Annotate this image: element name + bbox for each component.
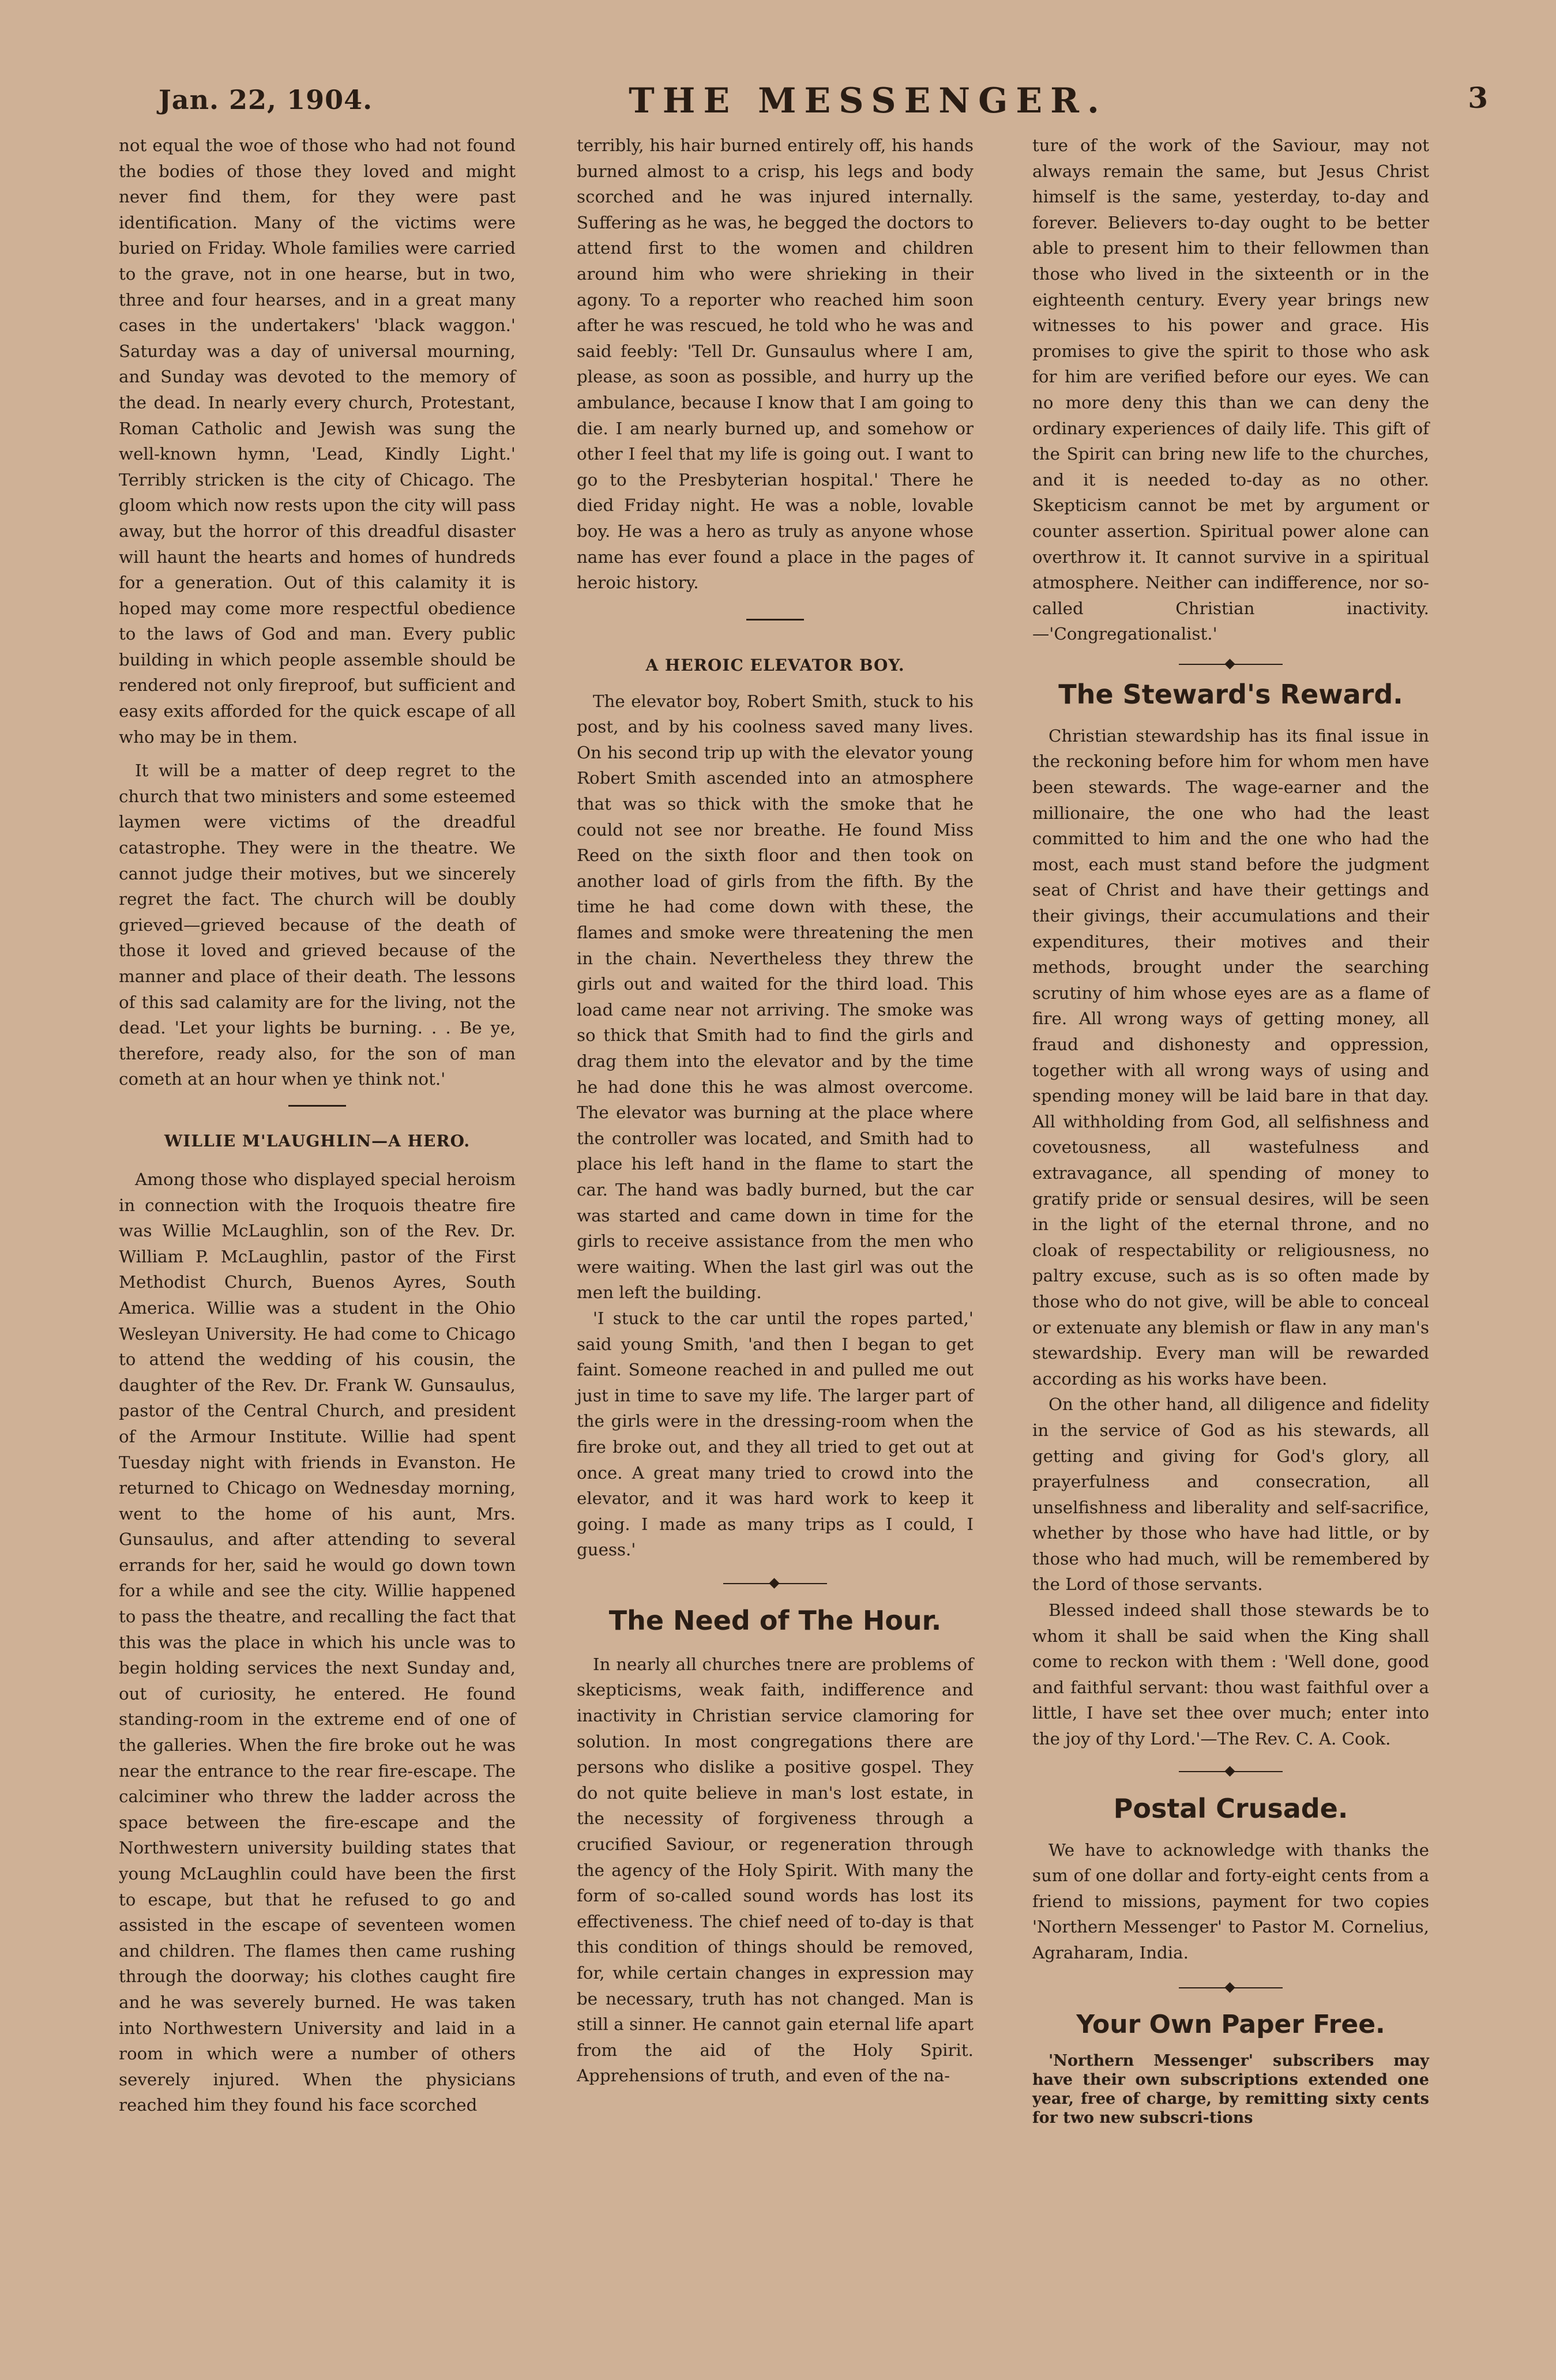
notice-paragraph: 'Northern Messenger' subscribers may have their own subscriptions extended one year, free of charge, by remitting sixty cents for two new subscri-tions	[1032, 2051, 1429, 2127]
masthead	[159, 81, 1488, 121]
ornament-divider	[1179, 659, 1283, 670]
article-paragraph: In nearly all churches tnere are problems of skepticisms, weak faith, indifference and inactivity in Christian service clamoring for solution. In most congregations there are persons who dislike a positive gospel. They do not quite believe in man's lost estate, in the necessity of forgiveness through a crucified Saviour, or regeneration through the agency of the Holy Spirit. With many the form of so-called sound words has lost its effectiveness. The chief need of to-day is that this condition of things should be removed, for, while certain changes in expression may be necessary, truth has not changed. Man is still a sinner. He cannot gain eternal life apart from the aid of the Holy Spirit. Apprehensions of truth, and even of the na-	[577, 1654, 974, 2086]
section-heading: A HEROIC ELEVATOR BOY.	[645, 655, 905, 675]
section-divider	[746, 619, 804, 621]
article-paragraph: ture of the work of the Saviour, may not always remain the same, but Jesus Christ himself is the same, yesterday, to-day and forever. Believers to-day ought to be better able to present him to their fellowmen than those who lived in the sixteenth or in the eighteenth century. Every year brings new witnesses to his power and grace. His promises to give the spirit to those who ask for him are verified before our eyes. We can no more deny this than we can deny the ordinary experiences of daily life. This gift of the Spirit can bring new life to the churches, and it is needed to-day as no other. Skepticism cannot be met by argument or counter assertion. Spiritual power alone can overthrow it. It cannot survive in a spiritual atmosphere. Neither can indifference, nor so-called Christian inactivity.—'Congregationalist.'	[1032, 136, 1429, 644]
article-paragraph: terribly, his hair burned entirely off, his hands burned almost to a crisp, his legs and body scorched and he was injured internally. Suffering as he was, he begged the doctors to attend first to the women and children around him who were shrieking in their agony. To a reporter who reached him soon after he was rescued, he told who he was and said feebly: 'Tell Dr. Gunsaulus where I am, please, as soon as possible, and hurry up the ambulance, because I know that I am going to die. I am nearly burned up, and somehow or other I feel that my life is going out. I want to go to the Presbyterian hospital.' There he died Friday night. He was a noble, lovable boy. He was a hero as truly as anyone whose name has ever found a place in the pages of heroic history.	[577, 136, 974, 593]
article-paragraph: not equal the woe of those who had not found the bodies of those they loved and might never find them, for they were past identification. Many of the victims were buried on Friday. Whole families were carried to the grave, not in one hearse, but in two, three and four hearses, and in a great many cases in the undertakers' 'black waggon.' Saturday was a day of universal mourning, and Sunday was devoted to the memory of the dead. In nearly every church, Protestant, Roman Catholic and Jewish was sung the well-known hymn, 'Lead, Kindly Light.' Terribly stricken is the city of Chicago. The gloom which now rests upon the city will pass away, but the horror of this dreadful disaster will haunt the hearts and homes of hundreds for a generation. Out of this calamity it is hoped may come more respectful obedience to the laws of God and man. Every public building in which people assemble should be rendered not only fireproof, but sufficient and easy exits afforded for the quick escape of all who may be in them.	[119, 136, 516, 747]
issue-date: Jan. 22, 1904.	[159, 84, 373, 115]
article-paragraph: Among those who displayed special heroism in connection with the Iroquois theatre fire was Willie McLaughlin, son of the Rev. Dr. William P. McLaughlin, pastor of the First Methodist Church, Buenos Ayres, South America. Willie was a student in the Ohio Wesleyan University. He had come to Chicago to attend the wedding of his cousin, the daughter of the Rev. Dr. Frank W. Gunsaulus, pastor of the Central Church, and president of the Armour Institute. Willie had spent Tuesday night with friends in Evanston. He returned to Chicago on Wednesday morning, went to the home of his aunt, Mrs. Gunsaulus, and after attending to several errands for her, said he would go down town for a while and see the city. Willie happened to pass the theatre, and recalling the fact that this was the place in which his uncle was to begin holding services the next Sunday and, out of curiosity, he entered. He found standing-room in the extreme end of one of the galleries. When the fire broke out he was near the entrance to the rear fire-escape. The calciminer who threw the ladder across the space between the fire-escape and the Northwestern university building states that young McLaughlin could have been the first to escape, but that he refused to go and assisted in the escape of seventeen women and children. The flames then came rushing through the doorway; his clothes caught fire and he was severely burned. He was taken into Northwestern University and laid in a room in which were a number of others severely injured. When the physicians reached him they found his face scorched	[119, 1169, 516, 2115]
article-paragraph: Blessed indeed shall those stewards be to whom it shall be said when the King shall come to reckon with them : 'Well done, good and faithful servant: thou wast faithful over a little, I have set thee over much; enter into the joy of thy Lord.'—The Rev. C. A. Cook.	[1032, 1600, 1429, 1749]
ornament-divider	[1179, 1982, 1283, 1994]
newspaper-title: THE MESSENGER.	[629, 81, 1107, 121]
section-heading: The Steward's Reward.	[1058, 678, 1403, 710]
article-paragraph: On the other hand, all diligence and fidelity in the service of God as his stewards, all getting and giving for God's glory, all prayerfulness and consecration, all unselfishness and liberality and self-sacrifice, whether by those who have had little, or by those who had much, will be remembered by the Lord of those servants.	[1032, 1394, 1429, 1595]
article-paragraph: Christian stewardship has its final issue in the reckoning before him for whom men have been stewards. The wage-earner and the millionaire, the one who had the least committed to him and the one who had the most, each must stand before the judgment seat of Christ and have their gettings and their givings, their accumulations and their expenditures, their motives and their methods, brought under the searching scrutiny of him whose eyes are as a flame of fire. All wrong ways of getting money, all fraud and dishonesty and oppression, together with all wrong ways of using and spending money will be laid bare in that day. All withholding from God, all selfishness and covetousness, all wastefulness and extravagance, all spending of money to gratify pride or sensual desires, will be seen in the light of the eternal throne, and no cloak of respectability or religiousness, no paltry excuse, such as is so often made by those who do not give, will be able to conceal or extenuate any blemish or flaw in any man's stewardship. Every man will be rewarded according as his works have been.	[1032, 725, 1429, 1389]
column-1	[119, 133, 516, 2118]
ornament-divider	[1179, 1766, 1283, 1777]
article-paragraph: It will be a matter of deep regret to the church that two ministers and some esteemed laymen were victims of the dreadful catastrophe. They were in the theatre. We cannot judge their motives, but we sincerely regret the fact. The church will be doubly grieved—grieved because of the death of those it loved and grieved because of the manner and place of their death. The lessons of this sad calamity are for the living, not the dead. 'Let your lights be burning. . . Be ye, therefore, ready also, for the son of man cometh at an hour when ye think not.'	[119, 761, 516, 1089]
section-heading: Your Own Paper Free.	[1076, 2009, 1385, 2039]
section-heading: Postal Crusade.	[1113, 1792, 1348, 1824]
section-divider	[288, 1105, 346, 1107]
ornament-divider	[723, 1578, 827, 1589]
page-number: 3	[1468, 81, 1488, 115]
article-paragraph: 'I stuck to the car until the ropes parted,' said young Smith, 'and then I began to get faint. Someone reached in and pulled me out just in time to save my life. The larger part of the girls were in the dressing-room when the fire broke out, and they all tried to get out at once. A great many tried to crowd into the elevator, and it was hard work to keep it going. I made as many trips as I could, I guess.'	[577, 1308, 974, 1560]
section-heading: WILLIE M'LAUGHLIN—A HERO.	[164, 1131, 471, 1150]
column-3	[1032, 133, 1429, 2127]
section-heading: The Need of The Hour.	[608, 1604, 942, 1636]
column-2	[577, 133, 974, 2089]
article-paragraph: We have to acknowledge with thanks the sum of one dollar and forty-eight cents from a friend to missions, payment for two copies 'Northern Messenger' to Pastor M. Cornelius, Agraharam, India.	[1032, 1840, 1429, 1962]
article-paragraph: The elevator boy, Robert Smith, stuck to his post, and by his coolness saved many lives. On his second trip up with the elevator young Robert Smith ascended into an atmosphere that was so thick with the smoke that he could not see nor breathe. He found Miss Reed on the sixth floor and then took on another load of girls from the fifth. By the time he had come down with these, the flames and smoke were threatening the men in the chain. Nevertheless they threw the girls out and waited for the third load. This load came near not arriving. The smoke was so thick that Smith had to find the girls and drag them into the elevator and by the time he had done this he was almost overcome. The elevator was burning at the place where the controller was located, and Smith had to place his left hand in the flame to start the car. The hand was badly burned, but the car was started and came down in time for the girls to receive assistance from the men who were waiting. When the last girl was out the men left the building.	[577, 691, 974, 1303]
